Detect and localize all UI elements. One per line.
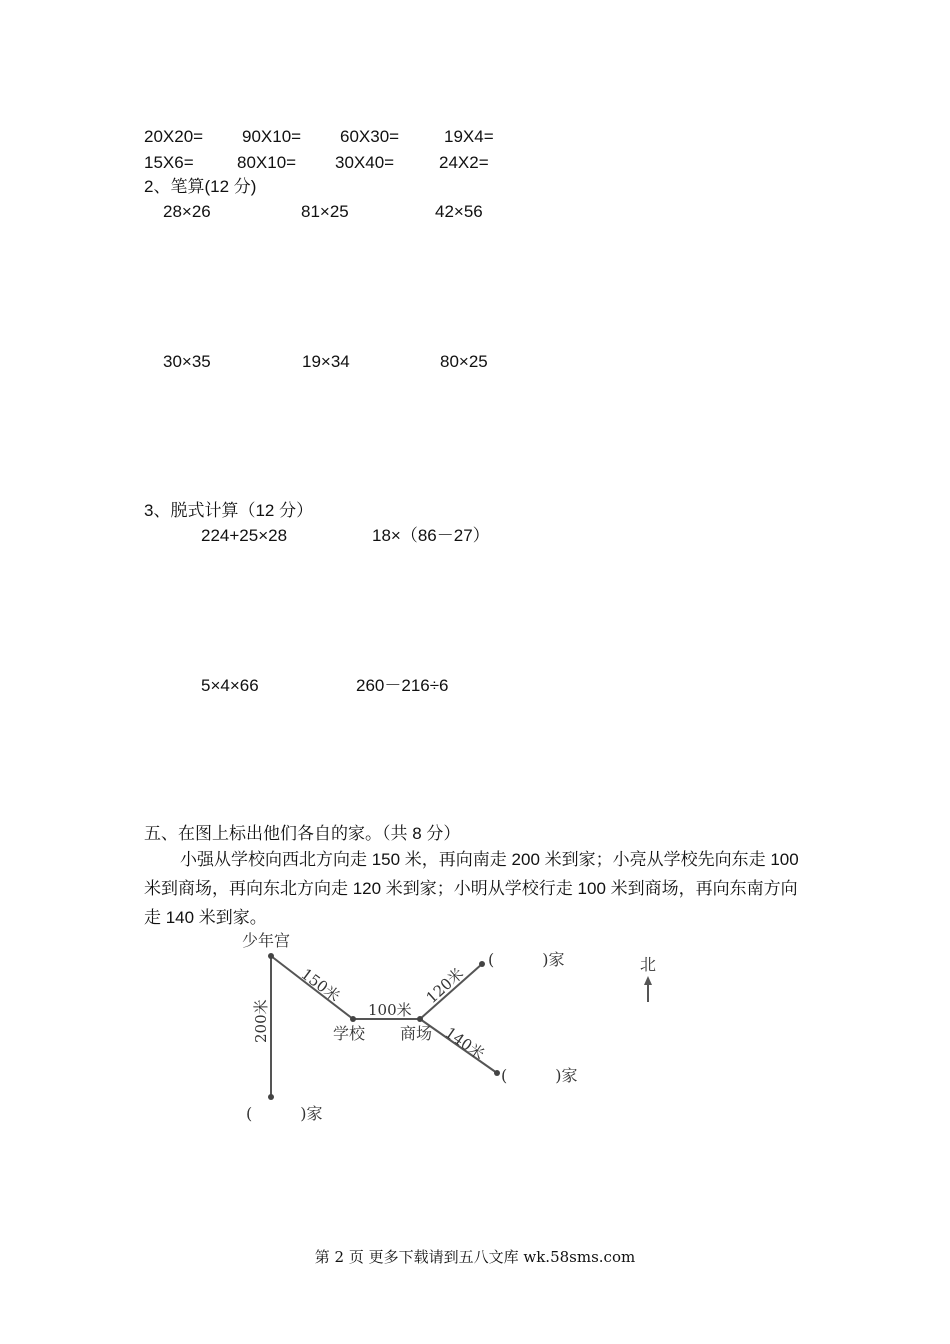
written-problem: 81×25: [301, 202, 349, 221]
written-problem: 30×35: [163, 352, 211, 371]
home-point-southeast: [494, 1070, 500, 1076]
home-blank-south[interactable]: ( )家: [246, 1104, 323, 1123]
written-problem: 19×34: [302, 352, 350, 371]
oral-problem: 30X40=: [335, 153, 395, 172]
north-arrow-head: [644, 976, 652, 985]
distance-100m: 100米: [368, 1001, 412, 1019]
home-point-south: [268, 1094, 274, 1100]
section-heading-map: 五、在图上标出他们各自的家。（共 8 分）: [144, 824, 461, 843]
distance-120m: 120米: [422, 964, 468, 1007]
oral-problem: 60X30=: [340, 127, 400, 146]
school-point: [350, 1016, 356, 1022]
stepwise-problem: 5×4×66: [201, 676, 259, 695]
map-question-text: 小强从学校向西北方向走 150 米，再向南走 200 米到家；小亮从学校先向东走 100 米到商场，再向东北方向走 120 米到家；小明从学校行走 100 米到商场，再向东南方向走 140 米到家。: [144, 850, 799, 927]
stepwise-problem: 224+25×28: [201, 526, 288, 545]
north-label: 北: [640, 955, 657, 974]
school-label: 学校: [333, 1024, 366, 1043]
oral-problem: 15X6=: [144, 153, 194, 172]
distance-150m: 150米: [297, 964, 344, 1006]
palace-point: [268, 953, 274, 959]
mall-label: 商场: [400, 1024, 433, 1043]
oral-problem: 80X10=: [237, 153, 297, 172]
section-heading-written: 2、笔算(12 分): [144, 177, 257, 196]
stepwise-problem: 260－216÷6: [356, 676, 449, 695]
page-footer: 第 2 页 更多下载请到五八文库 wk.58sms.com: [314, 1248, 636, 1266]
home-point-northeast: [479, 961, 485, 967]
section-heading-stepwise: 3、脱式计算（12 分）: [144, 501, 314, 520]
distance-200m: 200米: [252, 999, 270, 1043]
youth-palace-label: 少年宫: [242, 931, 291, 950]
oral-problem: 20X20=: [144, 127, 204, 146]
oral-problem: 24X2=: [439, 153, 489, 172]
home-blank-southeast[interactable]: ( )家: [501, 1066, 578, 1085]
mall-point: [417, 1016, 423, 1022]
oral-problem: 19X4=: [444, 127, 494, 146]
distance-140m: 140米: [441, 1023, 488, 1064]
written-problem: 80×25: [440, 352, 488, 371]
written-problem: 42×56: [435, 202, 483, 221]
written-problem: 28×26: [163, 202, 211, 221]
stepwise-problem: 18×（86－27）: [372, 526, 490, 545]
oral-problem: 90X10=: [242, 127, 302, 146]
home-blank-northeast[interactable]: ( )家: [488, 950, 565, 969]
